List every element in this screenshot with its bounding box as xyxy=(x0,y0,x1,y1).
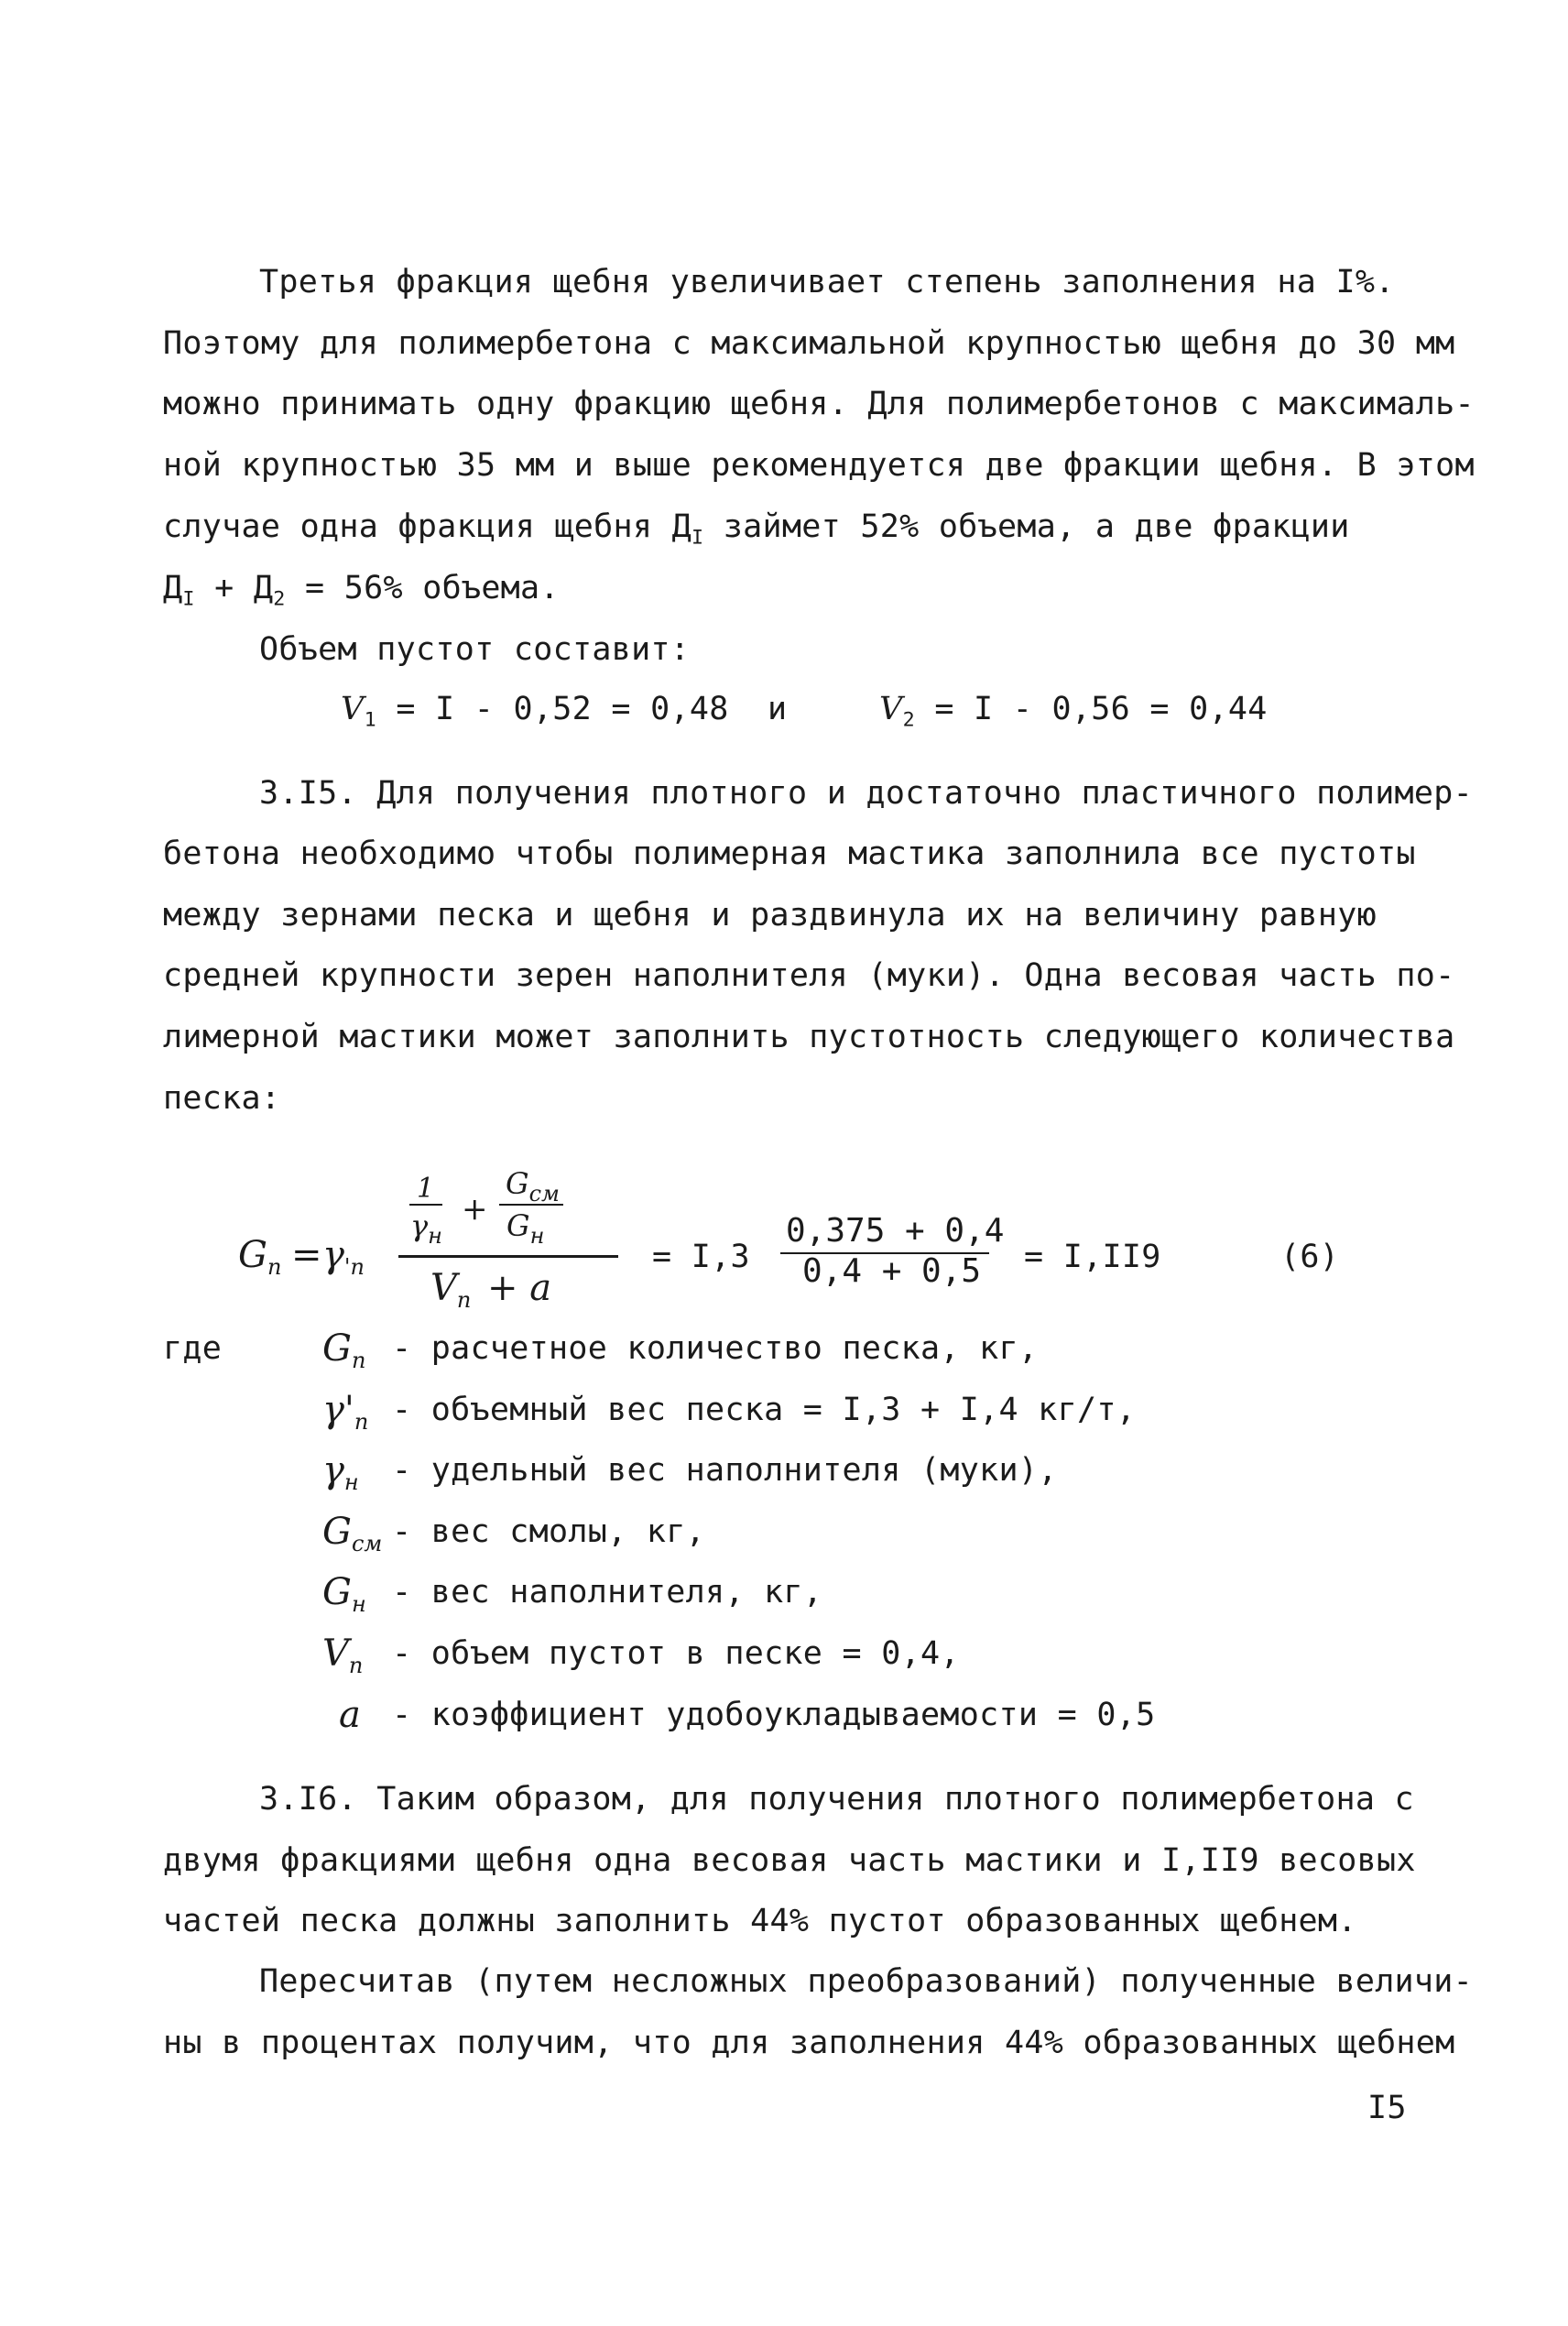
text-line: 3.I6. Таким образом, для получения плотного полимербетона с xyxy=(259,1781,1414,1818)
prime-mark: ' xyxy=(343,1254,351,1280)
text-line: ны в процентах получим, что для заполнения 44% образованных щебнем xyxy=(163,2025,1455,2061)
legend-text: - вес смолы, кг, xyxy=(392,1513,705,1550)
subscript: I xyxy=(182,587,195,611)
text-line: средней крупности зерен наполнителя (муки). Одна весовая часть по- xyxy=(163,957,1455,994)
text-line: песка: xyxy=(163,1080,281,1117)
legend-text: - коэффициент удобоукладываемости = 0,5 xyxy=(392,1697,1156,1733)
subscript: п xyxy=(351,1348,366,1373)
num-value: 0,375 + 0,4 xyxy=(786,1212,1005,1250)
legend-where: где xyxy=(163,1330,223,1367)
math-symbol: γ xyxy=(322,1234,344,1276)
legend-symbol xyxy=(322,1512,382,1564)
text-fragment: Д xyxy=(163,570,183,606)
text-line xyxy=(163,507,1350,559)
formula-number: (6) xyxy=(1280,1239,1340,1275)
legend-text: - вес наполнителя, кг, xyxy=(392,1574,823,1611)
text-line: 3.I5. Для получения плотного и достаточно пластичного полимер- xyxy=(259,775,1474,812)
math-symbol: γ' xyxy=(322,1389,354,1431)
plus-sign: + xyxy=(462,1191,488,1228)
math-symbol: G xyxy=(322,1571,352,1613)
text-fragment: = 56% объема. xyxy=(304,570,560,606)
legend-symbol xyxy=(322,1328,365,1381)
legend-symbol xyxy=(322,1390,368,1442)
formula-v1 xyxy=(341,689,729,741)
text-line: частей песка должны заполнить 44% пустот образованных щебнем. xyxy=(163,1903,1357,1939)
text-line xyxy=(163,568,560,620)
subscript: н xyxy=(343,1469,359,1495)
den-v xyxy=(430,1268,471,1320)
equals-sign: = xyxy=(291,1234,322,1276)
text-line: бетона необходимо чтобы полимерная мастика заполнила все пустоты xyxy=(163,835,1416,872)
subscript: см xyxy=(351,1531,383,1556)
math-symbol: G xyxy=(506,1208,530,1243)
formula-expression: = I - 0,56 = 0,44 xyxy=(934,691,1268,727)
math-symbol: γ xyxy=(410,1208,429,1243)
math-symbol: G xyxy=(322,1511,352,1553)
text-line: можно принимать одну фракцию щебня. Для полимербетонов с максималь- xyxy=(163,386,1475,422)
subscript: см xyxy=(528,1181,560,1207)
math-symbol: G xyxy=(322,1327,352,1370)
text-line: двумя фракциями щебня одна весовая часть мастики и I,II9 весовых xyxy=(163,1842,1416,1879)
formula-gamma xyxy=(322,1235,365,1287)
formula-expression: = I - 0,52 = 0,48 xyxy=(396,691,729,727)
num-gamma xyxy=(410,1206,442,1256)
formula-lhs xyxy=(238,1235,281,1287)
subscript: 1 xyxy=(364,708,376,732)
subscript: н xyxy=(428,1223,442,1249)
formula-v2 xyxy=(879,689,1268,741)
text-line: Пересчитав (путем несложных преобразований) полученные величи- xyxy=(259,1963,1474,2000)
text-fragment: займет 52% объема, а две фракции xyxy=(723,508,1350,545)
formula-eq2: = I,II9 xyxy=(1024,1239,1161,1275)
legend-symbol xyxy=(322,1572,366,1624)
formula-eq1: = I,3 xyxy=(652,1239,750,1275)
legend-symbol xyxy=(322,1450,359,1502)
text-line: лимерной мастики может заполнить пустотность следующего количества xyxy=(163,1019,1455,1055)
subscript: п xyxy=(267,1254,282,1280)
math-symbol: V xyxy=(322,1633,349,1675)
main-fraction-line xyxy=(398,1255,618,1258)
text-line: Объем пустот составит: xyxy=(259,631,691,668)
subscript: п xyxy=(350,1254,365,1280)
subscript: 2 xyxy=(902,708,915,732)
legend-text: - расчетное количество песка, кг, xyxy=(392,1330,1039,1367)
num-one: 1 xyxy=(417,1173,435,1205)
den-rest: + a xyxy=(487,1267,552,1309)
math-symbol: a xyxy=(339,1694,361,1736)
math-symbol: V xyxy=(430,1267,457,1309)
den-value: 0,4 + 0,5 xyxy=(802,1252,982,1290)
subscript: н xyxy=(529,1223,545,1249)
text-line: Третья фракция щебня увеличивает степень заполнения на I%. xyxy=(259,264,1395,300)
legend-text: - удельный вес наполнителя (муки), xyxy=(392,1452,1058,1489)
subscript: п xyxy=(354,1409,369,1435)
legend-symbol xyxy=(322,1633,363,1686)
math-symbol: γ xyxy=(322,1449,344,1491)
legend-text: - объемный вес песка = I,3 + I,4 кг/т, xyxy=(392,1392,1137,1428)
legend-text: - объем пустот в песке = 0,4, xyxy=(392,1635,960,1672)
subscript: н xyxy=(351,1591,366,1617)
math-symbol: V xyxy=(341,691,365,727)
math-symbol: G xyxy=(238,1234,267,1276)
page-number: I5 xyxy=(1367,2090,1407,2126)
text-line: ной крупностью 35 мм и выше рекомендуется две фракции щебня. В этом xyxy=(163,447,1475,484)
math-symbol: G xyxy=(506,1166,529,1201)
subscript: 2 xyxy=(273,587,286,611)
g-n xyxy=(506,1206,544,1256)
text-line: между зернами песка и щебня и раздвинула их на величину равную xyxy=(163,897,1377,934)
text-line: Поэтому для полимербетона с максимальной крупностью щебня до 30 мм xyxy=(163,325,1455,362)
text-fragment: + Д xyxy=(214,570,274,606)
subscript: п xyxy=(348,1653,364,1678)
text-fragment: случае одна фракция щебня Д xyxy=(163,508,692,545)
subscript: п xyxy=(456,1287,472,1313)
legend-symbol xyxy=(339,1695,361,1747)
math-symbol: V xyxy=(879,691,903,727)
text-fragment: и xyxy=(768,691,788,727)
subscript: I xyxy=(691,526,704,550)
